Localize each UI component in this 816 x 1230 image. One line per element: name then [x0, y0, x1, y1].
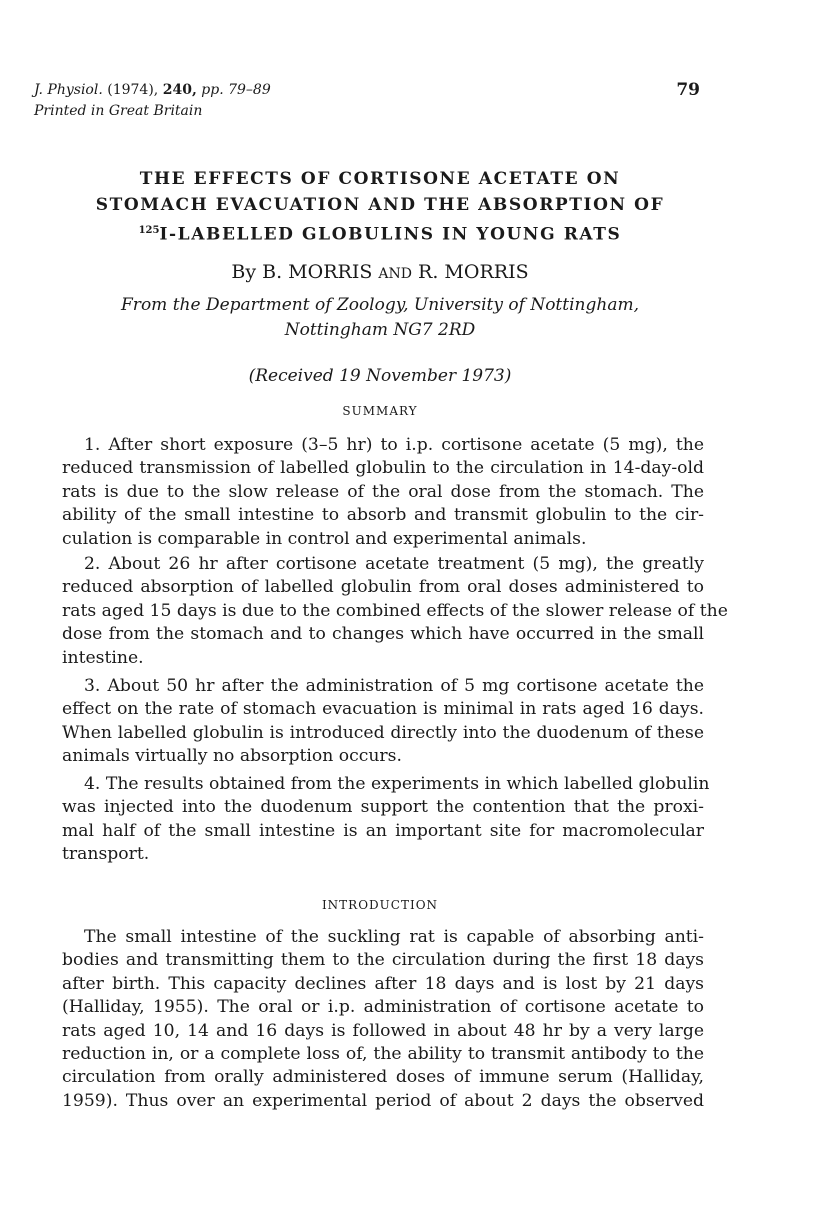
summary-paragraph-2	[62, 553, 728, 670]
introduction-paragraph-1	[62, 926, 704, 1113]
affiliation-line-1: From the Department of Zoology, University of Nottingham,	[121, 295, 639, 315]
text-line: rats aged 15 days is due to the combined effects of the slower release of the	[62, 600, 728, 621]
text-line: intestine.	[62, 647, 144, 668]
text-line: rats is due to the slow release of the oral dose from the stomach. The	[62, 481, 704, 502]
printed-in: Printed in Great Britain	[34, 103, 203, 119]
affiliation-line-2: Nottingham NG7 2RD	[284, 320, 476, 340]
title-line-2: STOMACH EVACUATION AND THE ABSORPTION OF	[95, 195, 665, 215]
article-title	[60, 166, 700, 248]
text-line: reduced absorption of labelled globulin from oral doses administered to	[62, 577, 704, 598]
text-line: circulation from orally administered doses of immune serum (Halliday,	[62, 1067, 704, 1088]
text-line: mal half of the small intestine is an important site for macromolecular	[62, 820, 704, 841]
affiliation	[60, 293, 700, 343]
text-line: transport.	[62, 844, 150, 865]
text-line: 1. After short exposure (3–5 hr) to i.p. cortisone acetate (5 mg), the	[84, 435, 704, 455]
journal-pages: pp. 79–89	[201, 82, 271, 98]
text-line: bodies and transmitting them to the circulation during the first 18 days	[62, 950, 704, 971]
page-number: 79	[676, 80, 700, 100]
text-line: dose from the stomach and to changes which have occurred in the small	[62, 624, 704, 645]
text-line: When labelled globulin is introduced directly into the duodenum of these	[62, 722, 704, 743]
text-line: 4. The results obtained from the experiments in which labelled globulin	[84, 774, 710, 794]
text-line: (Halliday, 1955). The oral or i.p. administration of cortisone acetate to	[62, 997, 704, 1018]
text-line: ability of the small intestine to absorb and transmit globulin to the cir-	[62, 505, 704, 526]
text-line: The small intestine of the suckling rat is capable of absorbing anti-	[84, 927, 704, 947]
text-line: 3. About 50 hr after the administration of 5 mg cortisone acetate the	[84, 676, 704, 696]
text-line: animals virtually no absorption occurs.	[62, 746, 402, 767]
title-line-1: THE EFFECTS OF CORTISONE ACETATE ON	[139, 169, 621, 189]
running-header	[34, 80, 271, 122]
text-line: rats aged 10, 14 and 16 days is followed in about 48 hr by a very large	[62, 1020, 704, 1041]
journal-year: (1974),	[107, 82, 159, 98]
isotope-superscript: 125	[138, 225, 160, 236]
text-line: reduced transmission of labelled globulin to the circulation in 14-day-old	[62, 458, 704, 479]
journal-name: J. Physiol.	[34, 82, 103, 98]
by-label: By	[231, 261, 257, 283]
text-line: after birth. This capacity declines after 18 days and is lost by 21 days	[62, 973, 704, 994]
title-line-3: $^{125}$I-LABELLED GLOBULINS IN YOUNG RATS	[138, 224, 622, 245]
introduction-heading: INTRODUCTION	[321, 898, 439, 912]
text-line: was injected into the duodenum support the contention that the proxi-	[62, 797, 704, 818]
text-line: 2. About 26 hr after cortisone acetate treatment (5 mg), the greatly	[84, 554, 704, 574]
received-date: (Received 19 November 1973)	[248, 366, 512, 386]
summary-paragraph-4	[62, 773, 710, 867]
author-2: R. MORRIS	[418, 261, 529, 283]
summary-paragraph-1	[62, 434, 704, 551]
citation-line	[34, 80, 271, 101]
summary-paragraph-3	[62, 675, 704, 769]
author-line	[60, 261, 700, 283]
text-line: effect on the rate of stomach evacuation is minimal in rats aged 16 days.	[62, 699, 704, 720]
journal-volume: 240,	[162, 82, 197, 98]
summary-heading: SUMMARY	[342, 404, 418, 418]
text-line: culation is comparable in control and experimental animals.	[62, 528, 587, 549]
and-label: AND	[378, 266, 412, 282]
text-line: 1959). Thus over an experimental period of about 2 days the observed	[62, 1090, 704, 1111]
author-1: B. MORRIS	[262, 261, 373, 283]
text-line: reduction in, or a complete loss of, the ability to transmit antibody to the	[62, 1044, 704, 1065]
